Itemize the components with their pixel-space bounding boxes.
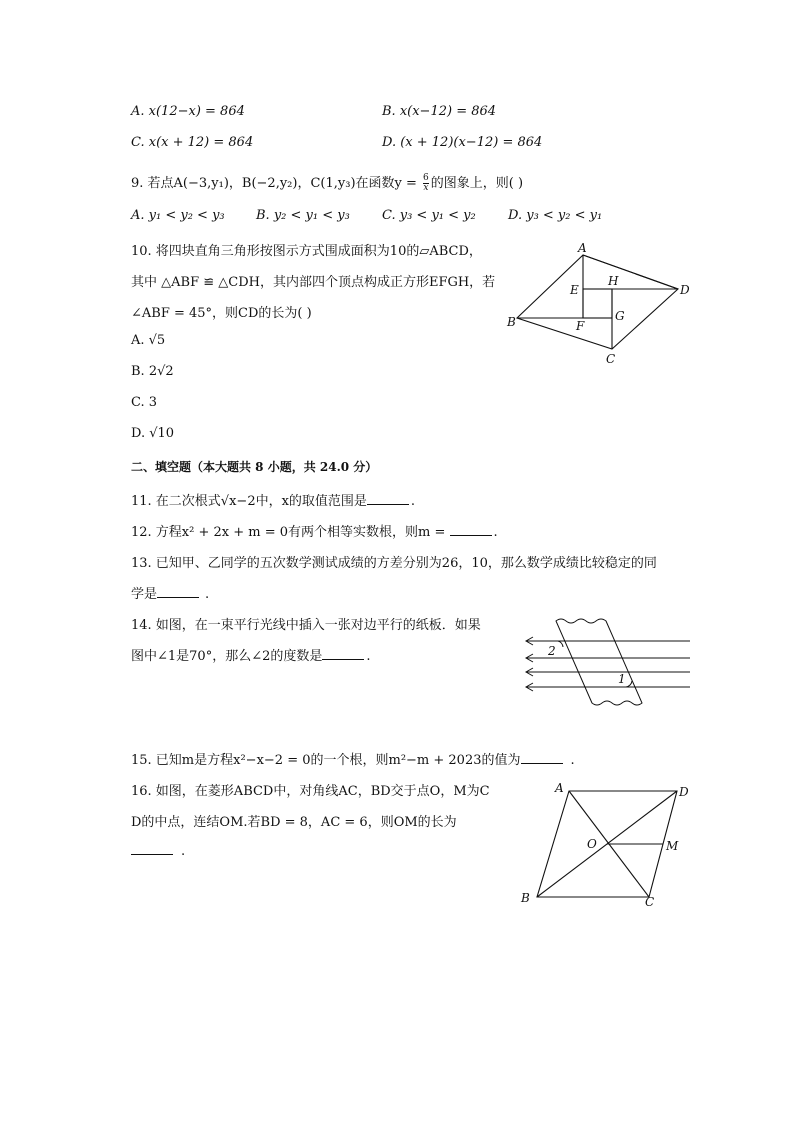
q10-label-f: F	[576, 319, 585, 333]
q9-frac-num: 6	[423, 173, 429, 183]
q10-line1: 10. 将四块直角三角形按图示方式围成面积为10的▱ABCD，	[131, 244, 482, 259]
q14-label-1: 1	[618, 672, 626, 686]
q9-fraction	[423, 174, 429, 193]
q13-post: .	[205, 587, 210, 602]
q8-option-b: B. x(x−12) = 864	[382, 104, 497, 119]
q16-label-c: C	[645, 895, 655, 909]
q16-answer-blank[interactable]	[131, 842, 173, 855]
q10-label-c: C	[606, 352, 616, 366]
q8-option-a: A. x(12−x) = 864	[131, 104, 245, 119]
q9-stem	[131, 172, 523, 193]
q9-option-c: C. y₃ < y₁ < y₂	[382, 208, 476, 223]
q9-stem-post: 的图象上，则( )	[430, 176, 524, 191]
q16-label-m: M	[666, 839, 679, 853]
q16-figure	[515, 780, 715, 910]
q10-option-b: B. 2√2	[131, 364, 174, 379]
q11	[131, 490, 415, 509]
q14-angle-1-arc	[626, 681, 632, 687]
q16-label-a: A	[555, 781, 564, 795]
q16-post: .	[181, 844, 186, 859]
q16-label-o: O	[587, 837, 597, 851]
q10-option-d: D. √10	[131, 426, 175, 441]
q14-board	[556, 619, 642, 705]
q10-label-b: B	[507, 315, 516, 329]
q14-line2-pre: 图中∠1是70°，那么∠2的度数是	[131, 649, 323, 664]
q13-line2	[131, 583, 209, 602]
q9-option-b: B. y₂ < y₁ < y₃	[256, 208, 350, 223]
q10-option-c: C. 3	[131, 395, 158, 410]
q11-post: .	[410, 494, 416, 509]
q10-line3: ∠ABF = 45°，则CD的长为( )	[131, 306, 312, 321]
q11-answer-blank[interactable]	[367, 492, 409, 505]
q14-figure	[520, 615, 700, 715]
q10-figure	[500, 238, 700, 368]
q9-stem-pre: 9. 若点A(−3,y₁)，B(−2,y₂)，C(1,y₃)在函数y =	[131, 176, 422, 191]
q13-answer-blank[interactable]	[157, 585, 199, 598]
section-2-heading: 二、填空题（本大题共 8 小题，共 24.0 分）	[131, 460, 378, 474]
q12-post: .	[493, 525, 498, 540]
q16-line3	[131, 842, 185, 859]
q10-line-ad	[583, 255, 678, 289]
q16-line1: 16. 如图，在菱形ABCD中，对角线AC，BD交于点O，M为C	[131, 784, 490, 799]
q10-parallelogram	[517, 255, 678, 349]
q10-line2: 其中 △ABF ≌ △CDH，其内部四个顶点构成正方形EFGH，若	[131, 275, 496, 290]
q16-line2: D的中点，连结OM.若BD = 8，AC = 6，则OM的长为	[131, 815, 457, 830]
q15-pre: 15. 已知m是方程x²−x−2 = 0的一个根，则m²−m + 2023的值为	[131, 753, 521, 768]
q12-pre: 12. 方程x² + 2x + m = 0有两个相等实数根，则m =	[131, 525, 450, 540]
q14-angle-2-arc	[558, 641, 563, 647]
q10-label-d: D	[680, 283, 690, 297]
q12	[131, 521, 498, 540]
q8-option-d: D. (x + 12)(x−12) = 864	[382, 135, 543, 150]
q15-answer-blank[interactable]	[521, 751, 563, 764]
q10-label-a: A	[578, 241, 587, 255]
q9-option-a: A. y₁ < y₂ < y₃	[131, 208, 225, 223]
q10-label-e: E	[570, 283, 579, 297]
q14-label-2: 2	[548, 644, 556, 658]
q14-answer-blank[interactable]	[322, 647, 364, 660]
q13-line1: 13. 已知甲、乙同学的五次数学测试成绩的方差分别为26，10，那么数学成绩比较稳定的同	[131, 556, 657, 571]
q11-pre: 11. 在二次根式√x−2中，x的取值范围是	[131, 494, 367, 509]
q15	[131, 749, 575, 768]
q10-label-h: H	[608, 274, 619, 288]
q10-square-efgh	[583, 289, 612, 318]
q12-answer-blank[interactable]	[450, 523, 492, 536]
q14-line2	[131, 645, 371, 664]
q9-frac-den: x	[423, 183, 429, 193]
q13-line2-pre: 学是	[131, 587, 158, 602]
q16-label-d: D	[679, 785, 689, 799]
q9-option-d: D. y₃ < y₂ < y₁	[508, 208, 603, 223]
q10-label-g: G	[615, 309, 625, 323]
q16-label-b: B	[521, 891, 530, 905]
q14-post: .	[366, 649, 371, 664]
q15-post: .	[570, 753, 575, 768]
q8-option-c: C. x(x + 12) = 864	[131, 135, 254, 150]
q14-line1: 14. 如图，在一束平行光线中插入一张对边平行的纸板．如果	[131, 618, 481, 633]
q10-option-a: A. √5	[131, 333, 166, 348]
